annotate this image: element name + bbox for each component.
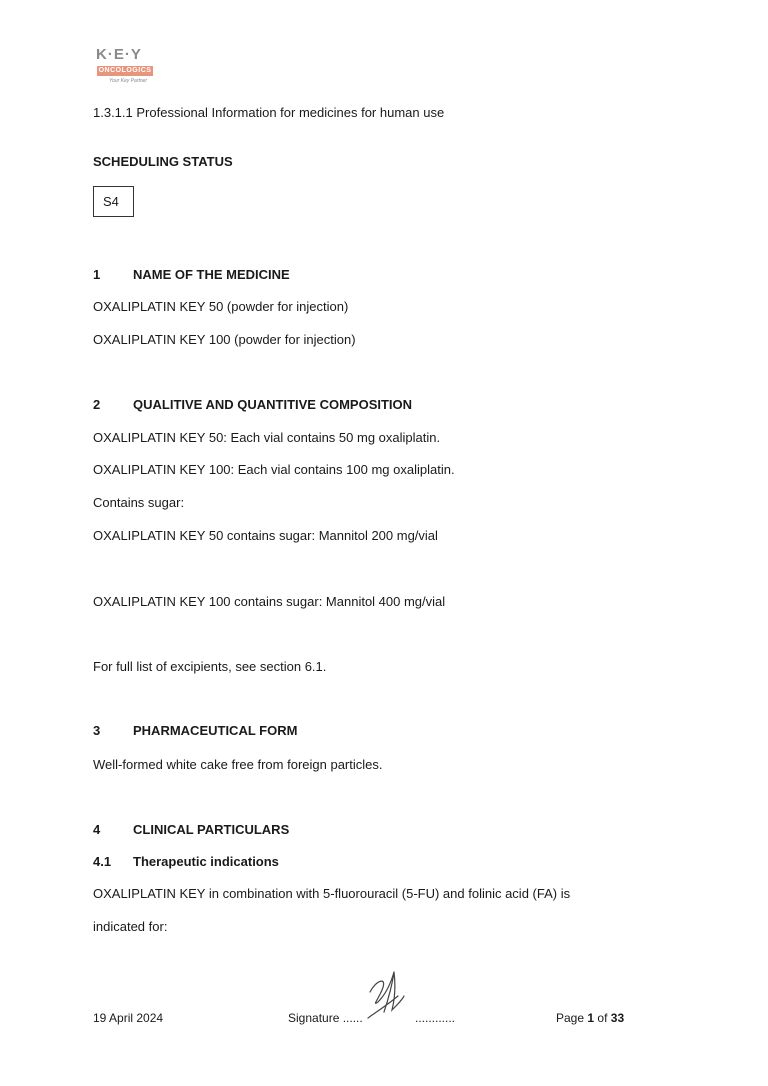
section-title: CLINICAL PARTICULARS [133, 822, 290, 837]
scheduling-box [93, 186, 134, 217]
page-prefix: Page [556, 1011, 585, 1025]
subsection-title: Therapeutic indications [133, 854, 279, 869]
page-total: 33 [610, 1011, 625, 1025]
company-logo [95, 46, 157, 90]
section-title: PHARMACEUTICAL FORM [133, 723, 298, 738]
section-1-heading [93, 267, 290, 282]
footer-signature-dots: ............ [415, 1011, 456, 1025]
section-number: 4 [93, 822, 101, 837]
paragraph: For full list of excipients, see section 6.1. [93, 659, 327, 674]
section-number: 2 [93, 397, 101, 412]
scheduling-value: S4 [103, 194, 119, 209]
footer-date: 19 April 2024 [93, 1011, 164, 1025]
section-title: QUALITIVE AND QUANTITIVE COMPOSITION [133, 397, 413, 412]
section-number: 1 [93, 267, 101, 282]
footer-signature-label: Signature ...... [288, 1011, 363, 1025]
paragraph: OXALIPLATIN KEY 100: Each vial contains 100 mg oxaliplatin. [93, 462, 455, 477]
paragraph: Well-formed white cake free from foreign particles. [93, 757, 383, 772]
handwritten-signature [364, 966, 408, 1022]
section-3-heading [93, 723, 297, 738]
section-number: 3 [93, 723, 101, 738]
subsection-4-1-heading [93, 854, 279, 869]
section-2-heading [93, 397, 412, 412]
paragraph: OXALIPLATIN KEY in combination with 5-fluorouracil (5-FU) and folinic acid (FA) is [93, 886, 571, 901]
doc-header: 1.3.1.1 Professional Information for medicines for human use [93, 105, 445, 120]
paragraph: OXALIPLATIN KEY 50: Each vial contains 50 mg oxaliplatin. [93, 430, 441, 445]
section-4-heading [93, 822, 289, 837]
paragraph: OXALIPLATIN KEY 50 contains sugar: Mannitol 200 mg/vial [93, 528, 438, 543]
paragraph: OXALIPLATIN KEY 50 (powder for injection) [93, 299, 349, 314]
page-of: of [597, 1011, 608, 1025]
paragraph: OXALIPLATIN KEY 100 contains sugar: Mannitol 400 mg/vial [93, 594, 446, 609]
subsection-number: 4.1 [93, 854, 112, 869]
paragraph: OXALIPLATIN KEY 100 (powder for injection) [93, 332, 356, 347]
paragraph: indicated for: [93, 919, 168, 934]
logo-bar: ONCOLOGICS [98, 67, 152, 74]
logo-letters: K·E·Y [96, 46, 142, 63]
logo-tagline: Your Key Partner [109, 78, 148, 84]
section-title: NAME OF THE MEDICINE [133, 267, 290, 282]
paragraph: Contains sugar: [93, 495, 185, 510]
scheduling-heading: SCHEDULING STATUS [93, 154, 233, 169]
footer-page-number [556, 1011, 624, 1025]
page-current: 1 [587, 1011, 595, 1025]
